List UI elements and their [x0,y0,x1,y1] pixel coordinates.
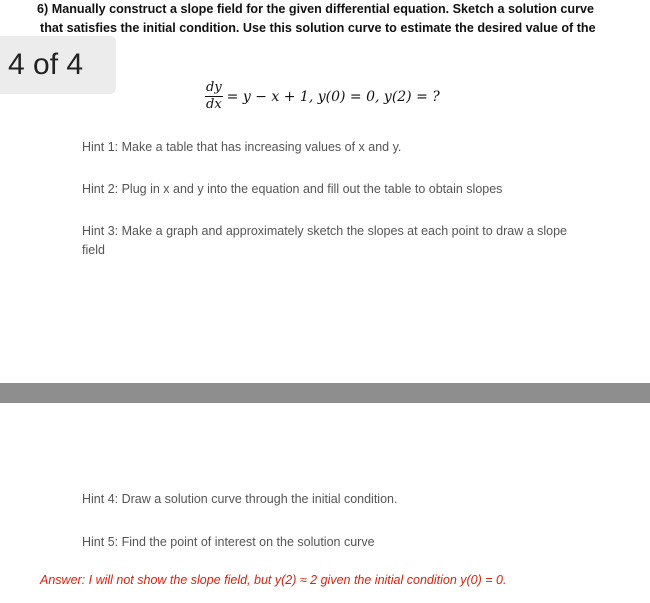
problem-statement [37,0,640,38]
page-indicator: 4 of 4 [0,36,116,94]
hint-3-line-1: Hint 3: Make a graph and approximately sketch the slopes at each point to draw a slope [82,224,568,238]
derivative-fraction [205,80,223,113]
page-divider [0,383,650,403]
fraction-denominator: dx [206,97,222,112]
hint-3 [82,222,567,260]
problem-line-1: 6) Manually construct a slope field for the given differential equation. Sketch a solution curve [37,2,595,16]
problem-line-2: that satisfies the initial condition. Use this solution curve to estimate the desired value of the [40,21,596,35]
hint-3-line-2: field [82,243,105,257]
fraction-numerator: dy [206,80,222,95]
hint-5: Hint 5: Find the point of interest on the solution curve [82,535,375,549]
hint-2: Hint 2: Plug in x and y into the equation and fill out the table to obtain slopes [82,182,503,196]
differential-equation [205,80,440,113]
answer-text: Answer: I will not show the slope field, but y(2) ≈ 2 given the initial condition y(0) = 0. [40,573,507,587]
equation-rhs: = y − x + 1, y(0) = 0, y(2) = ? [226,88,440,105]
hint-1: Hint 1: Make a table that has increasing values of x and y. [82,140,402,154]
hint-4: Hint 4: Draw a solution curve through the initial condition. [82,492,398,506]
